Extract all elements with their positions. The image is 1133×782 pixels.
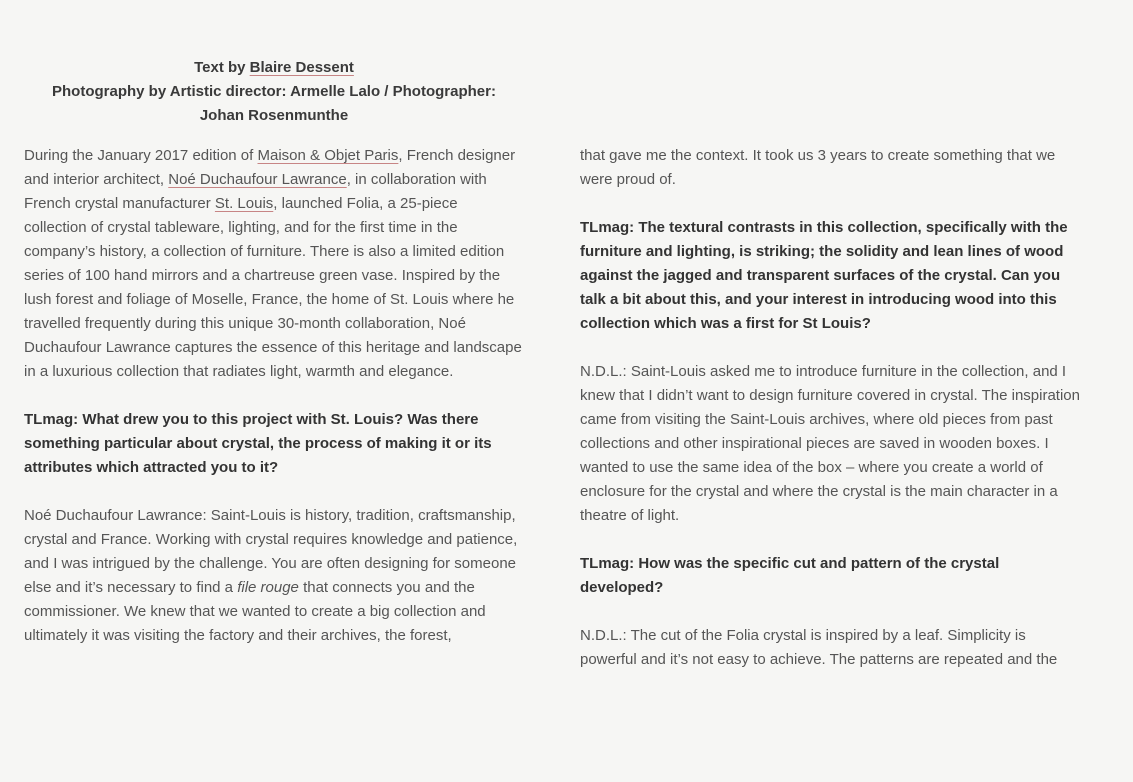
- intro-text-2: , French designer and interior architect,: [24, 147, 516, 188]
- article-column-left: [24, 144, 524, 672]
- answer-1: [24, 504, 524, 648]
- author-link[interactable]: Blaire Dessent: [249, 59, 354, 76]
- answer-1-emphasis: file rouge: [237, 579, 299, 596]
- st-louis-link[interactable]: St. Louis: [214, 195, 274, 212]
- designer-link[interactable]: Noé Duchaufour Lawrance: [168, 171, 347, 188]
- question-1: TLmag: What drew you to this project with St. Louis? Was there something particular about crystal, the process of making it or its attributes which attracted you to it?: [24, 411, 492, 476]
- intro-text-4: , launched Folia, a 25-piece collection of crystal tableware, lighting, and for the first time in the company’s history, a collection of furniture. There is also a limited edition series of 100 hand mirrors and a chartreuse green vase. Inspired by the lush forest and foliage of Moselle, France, the home of St. Louis where he travelled frequently during this unique 30-month collaboration, Noé Duchaufour Lawrance captures the essence of this heritage and landscape in a luxurious collection that radiates light, warmth and elegance.: [24, 195, 522, 380]
- text-by-label: Text by: [194, 59, 250, 76]
- answer-2: N.D.L.: Saint-Louis asked me to introduce furniture in the collection, and I knew that I didn’t want to design furniture covered in crystal. The inspiration came from visiting the Saint-Louis archives, where old pieces from past collections and other inspirational pieces are saved in wooden boxes. I wanted to use the same idea of the box – where you create a world of enclosure for the crystal and where the crystal is the main character in a theatre of light.: [580, 363, 1080, 524]
- question-2: TLmag: The textural contrasts in this collection, specifically with the furniture and lighting, is striking; the solidity and lean lines of wood against the jagged and transparent surfaces of the crystal. Can you talk a bit about this, and your interest in introducing wood into this collection which was a first for St Louis?: [580, 219, 1068, 332]
- answer-1-text-1: Noé Duchaufour Lawrance: Saint-Louis is history, tradition, craftsmanship, crystal and France. Working with crystal requires knowledge and patience, and I was intrigued by the challenge. You are often designing for someone else and it’s necessary to find a: [24, 507, 518, 596]
- intro-paragraph: [24, 144, 524, 384]
- answer-1-continued: that gave me the context. It took us 3 years to create something that we were proud of.: [580, 147, 1056, 188]
- intro-text-1: During the January 2017 edition of: [24, 147, 258, 164]
- answer-1-text-2: that connects you and the commissioner. We knew that we wanted to create a big collection and ultimately it was visiting the factory and their archives, the forest,: [24, 579, 486, 644]
- article-credits: [24, 56, 524, 128]
- text-credit-line: [24, 56, 524, 80]
- maison-objet-link[interactable]: Maison & Objet Paris: [257, 147, 399, 164]
- article-column-right: [580, 144, 1080, 696]
- answer-3: N.D.L.: The cut of the Folia crystal is inspired by a leaf. Simplicity is powerful and it’s not easy to achieve. The patterns are repeated and the: [580, 627, 1058, 668]
- intro-text-3: , in collaboration with French crystal manufacturer: [24, 171, 487, 212]
- question-3: TLmag: How was the specific cut and pattern of the crystal developed?: [580, 555, 1000, 596]
- photography-credit-line: Photography by Artistic director: Armelle Lalo / Photographer:: [52, 83, 496, 100]
- photographer-name: Johan Rosenmunthe: [199, 107, 349, 124]
